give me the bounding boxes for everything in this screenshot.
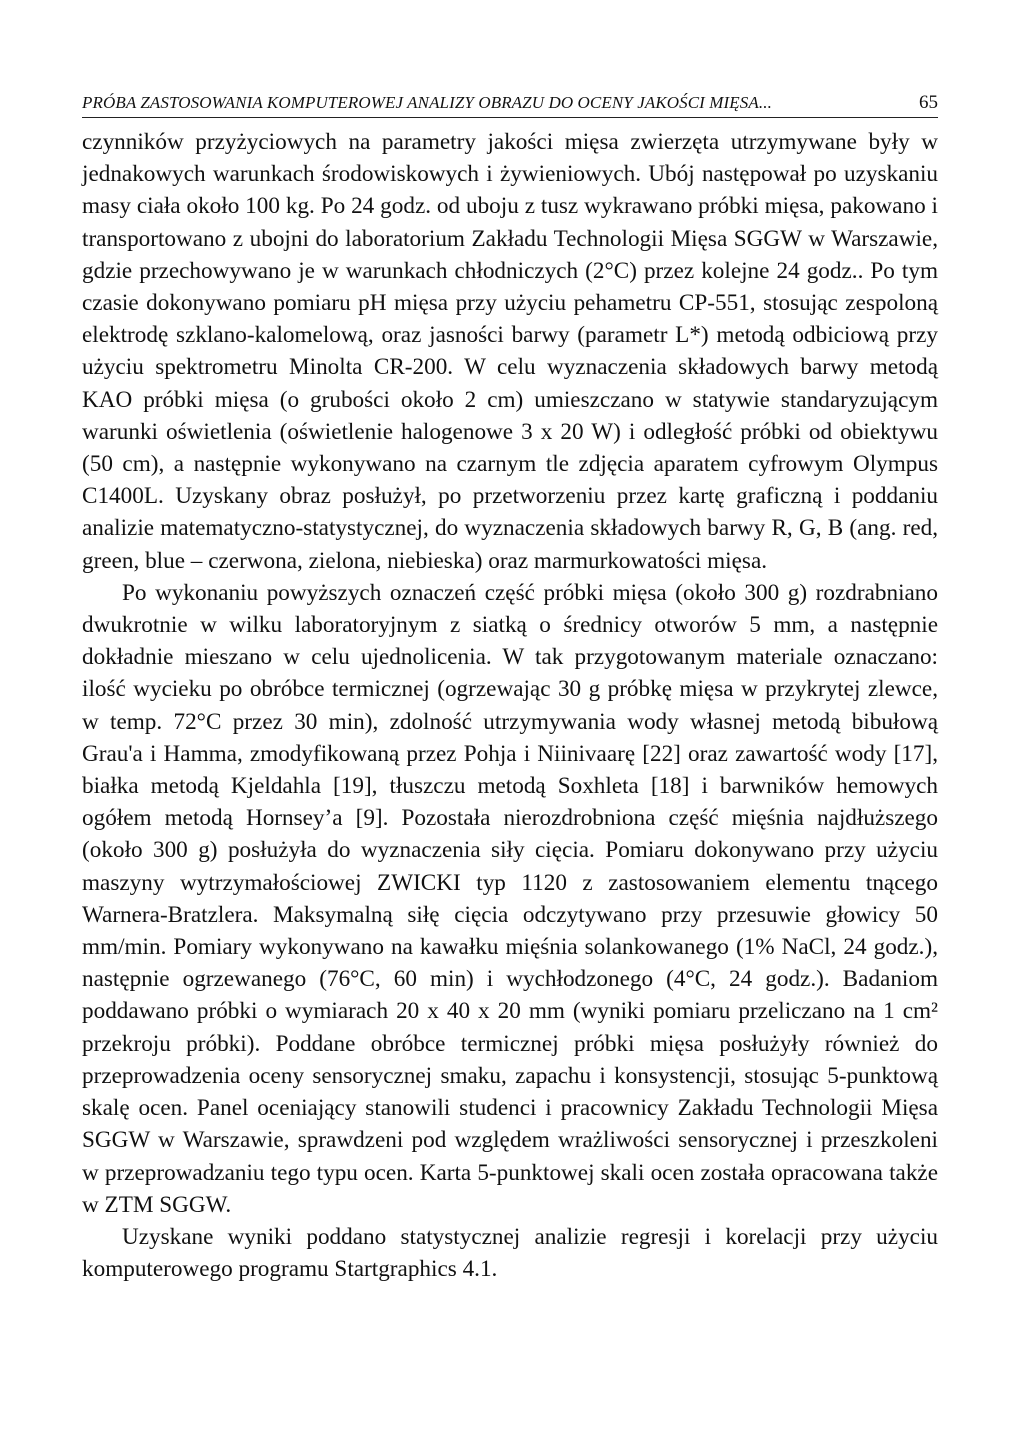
running-header [82,92,938,118]
body-text [82,126,938,1285]
paragraph-statistics: Uzyskane wyniki poddano statystycznej analizie regresji i korelacji przy użyciu komputerowego programu Startgraphics 4.1. [82,1223,938,1283]
paragraph-laboratory-analyses: Po wykonaniu powyższych oznaczeń część próbki mięsa (około 300 g) rozdrabniano dwukrotnie w wilku laboratoryjnym z siatką o średnicy otworów 5 mm, a następnie dokładnie mieszano w celu ujednolicenia. W tak przygotowanym materiale oznaczano: ilość wycieku po obróbce termicznej (ogrzewając 30 g próbkę mięsa w przykrytej zlewce, w temp. 72°C przez 30 min), zdolność utrzymywania wody własnej metodą bibułową Grau'a i Hamma, zmodyfikowaną przez Pohja i Niinivaarę [22] oraz zawartość wody [17], białka metodą Kjeldahla [19], tłuszczu metodą Soxhleta [18] i barwników hemowych ogółem metodą Hornsey’a [9]. Pozostała nierozdrobniona część mięśnia najdłuższego (około 300 g) posłużyła do wyznaczenia siły cięcia. Pomiaru dokonywano przy użyciu maszyny wytrzymałościowej ZWICKI typ 1120 z zastosowaniem elementu tnącego Warnera-Bratzlera. Maksymalną siłę cięcia odczytywano przy przesuwie głowicy 50 mm/min. Pomiary wykonywano na kawałku mięśnia solankowanego (1% NaCl, 24 godz.), następnie ogrzewanego (76°C, 60 min) i wychłodzonego (4°C, 24 godz.). Badaniom poddawano próbki o wymiarach 20 x 40 x 20 mm (wyniki pomiaru przeliczano na 1 cm² przekroju próbki). Poddane obróbce termicznej próbki mięsa posłużyły również do przeprowadzenia oceny sensorycznej smaku, zapachu i konsystencji, stosując 5-punktową skalę ocen. Panel oceniający stanowili studenci i pracownicy Zakładu Technologii Mięsa SGGW w Warszawie, sprawdzeni pod względem wrażliwości sensorycznej i przeszkoleni w przeprowadzaniu tego typu ocen. Karta 5-punktowej skali ocen została opracowana także w ZTM SGGW. [82,579,938,1218]
document-page [82,92,938,1285]
header-title: PRÓBA ZASTOSOWANIA KOMPUTEROWEJ ANALIZY OBRAZU DO OCENY JAKOŚCI MIĘSA... [82,93,772,112]
page-number: 65 [919,92,938,113]
paragraph-methods-continuation: czynników przyżyciowych na parametry jakości mięsa zwierzęta utrzymywane były w jednakowych warunkach środowiskowych i żywieniowych. Ubój następował po uzyskaniu masy ciała około 100 kg. Po 24 godz. od uboju z tusz wykrawano próbki mięsa, pakowano i transportowano z ubojni do laboratorium Zakładu Technologii Mięsa SGGW w Warszawie, gdzie przechowywano je w warunkach chłodniczych (2°C) przez kolejne 24 godz.. Po tym czasie dokonywano pomiaru pH mięsa przy użyciu pehametru CP-551, stosując zespoloną elektrodę szklano-kalomelową, oraz jasności barwy (parametr L*) metodą odbiciową przy użyciu spektrometru Minolta CR-200. W celu wyznaczenia składowych barwy metodą KAO próbki mięsa (o grubości około 2 cm) umieszczano w statywie standaryzującym warunki oświetlenia (oświetlenie halogenowe 3 x 20 W) i odległość próbki od obiektywu (50 cm), a następnie wykonywano na czarnym tle zdjęcia aparatem cyfrowym Olympus C1400L. Uzyskany obraz posłużył, po przetworzeniu przez kartę graficzną i poddaniu analizie matematyczno-statystycznej, do wyznaczenia składowych barwy R, G, B (ang. red, green, blue – czerwona, zielona, niebieska) oraz marmurkowatości mięsa. [82,129,938,574]
